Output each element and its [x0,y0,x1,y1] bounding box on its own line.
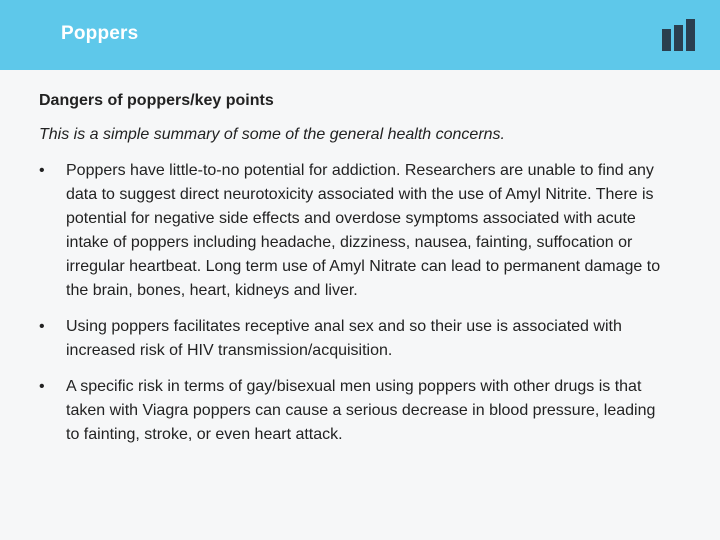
bullet-list [39,159,679,447]
summary-text: This is a simple summary of some of the general health concerns. [39,126,505,143]
content-body [39,91,679,459]
bar-chart-logo-icon [662,19,696,51]
bullet-text: Poppers have little-to-no potential for addiction. Researchers are unable to find any data to suggest direct neurotoxicity associated with the use of Amyl Nitrite. There is potential for negative side effects and overdose symptoms associated with acute intake of poppers including headache, dizziness, nausea, fainting, suffocation or irregular heartbeat. Long term use of Amyl Nitrate can lead to permanent damage to the brain, bones, heart, kidneys and liver. [66,162,661,299]
bullet-icon: • [39,318,45,335]
bullet-item [39,315,666,363]
logo-bar [686,19,695,51]
bullet-item [39,375,666,447]
bullet-text: Using poppers facilitates receptive anal sex and so their use is associated with increased risk of HIV transmission/acquisition. [66,318,622,359]
bullet-icon: • [39,162,45,179]
page-title: Poppers [61,23,139,44]
logo-bar [674,25,683,51]
header-bar [0,0,720,70]
bullet-item [39,159,666,303]
bullet-text: A specific risk in terms of gay/bisexual men using poppers with other drugs is that taken with Viagra poppers can cause a serious decrease in blood pressure, leading to fainting, stroke, or even heart attack. [66,378,656,443]
section-heading: Dangers of poppers/key points [39,92,274,109]
logo-bar [662,29,671,51]
bullet-icon: • [39,378,45,395]
